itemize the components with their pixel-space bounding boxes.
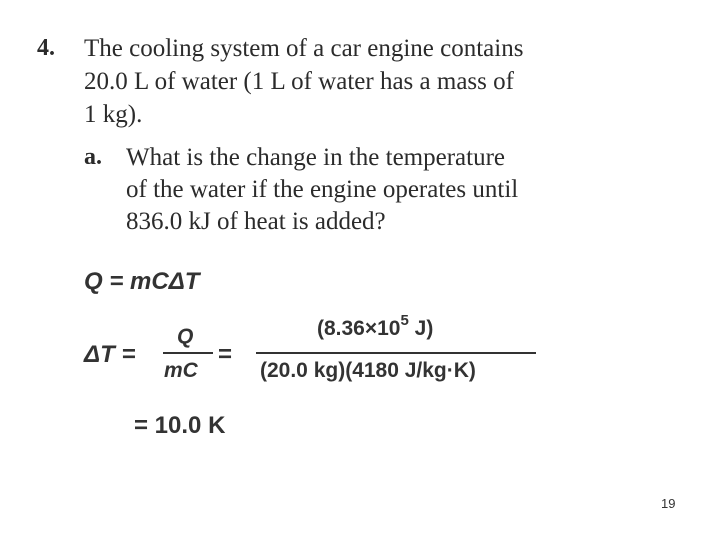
- equation-delta-t-lhs: ΔT =: [84, 341, 136, 368]
- equation-equals-sign: =: [218, 341, 233, 368]
- fraction2-numerator-exponent: 5: [400, 312, 409, 329]
- part-a-letter: a.: [84, 144, 102, 170]
- part-a-text-line-2: of the water if the engine operates until: [126, 176, 519, 203]
- fraction2-numerator-base: (8.36×10: [317, 317, 401, 340]
- fraction2-denominator: (20.0 kg)(4180 J/kg·K): [260, 359, 476, 382]
- page-number: 19: [661, 496, 676, 511]
- fraction1-numerator: Q: [177, 325, 194, 348]
- fraction2-numerator-unit: J): [408, 317, 434, 340]
- problem-text-line-2: 20.0 L of water (1 L of water has a mass of: [84, 68, 514, 95]
- fraction2-numerator: [317, 312, 434, 341]
- problem-text-line-3: 1 kg).: [84, 101, 143, 128]
- problem-text-line-1: The cooling system of a car engine contains: [84, 35, 524, 62]
- fraction2-bar: [256, 352, 536, 354]
- fraction1-bar: [163, 352, 213, 354]
- fraction1-denominator: mC: [164, 359, 198, 382]
- equation-result: = 10.0 K: [134, 412, 226, 439]
- equation-heat: Q = mCΔT: [84, 268, 200, 295]
- part-a-text-line-3: 836.0 kJ of heat is added?: [126, 208, 386, 235]
- problem-number: 4.: [37, 35, 55, 61]
- part-a-text-line-1: What is the change in the temperature: [126, 144, 506, 171]
